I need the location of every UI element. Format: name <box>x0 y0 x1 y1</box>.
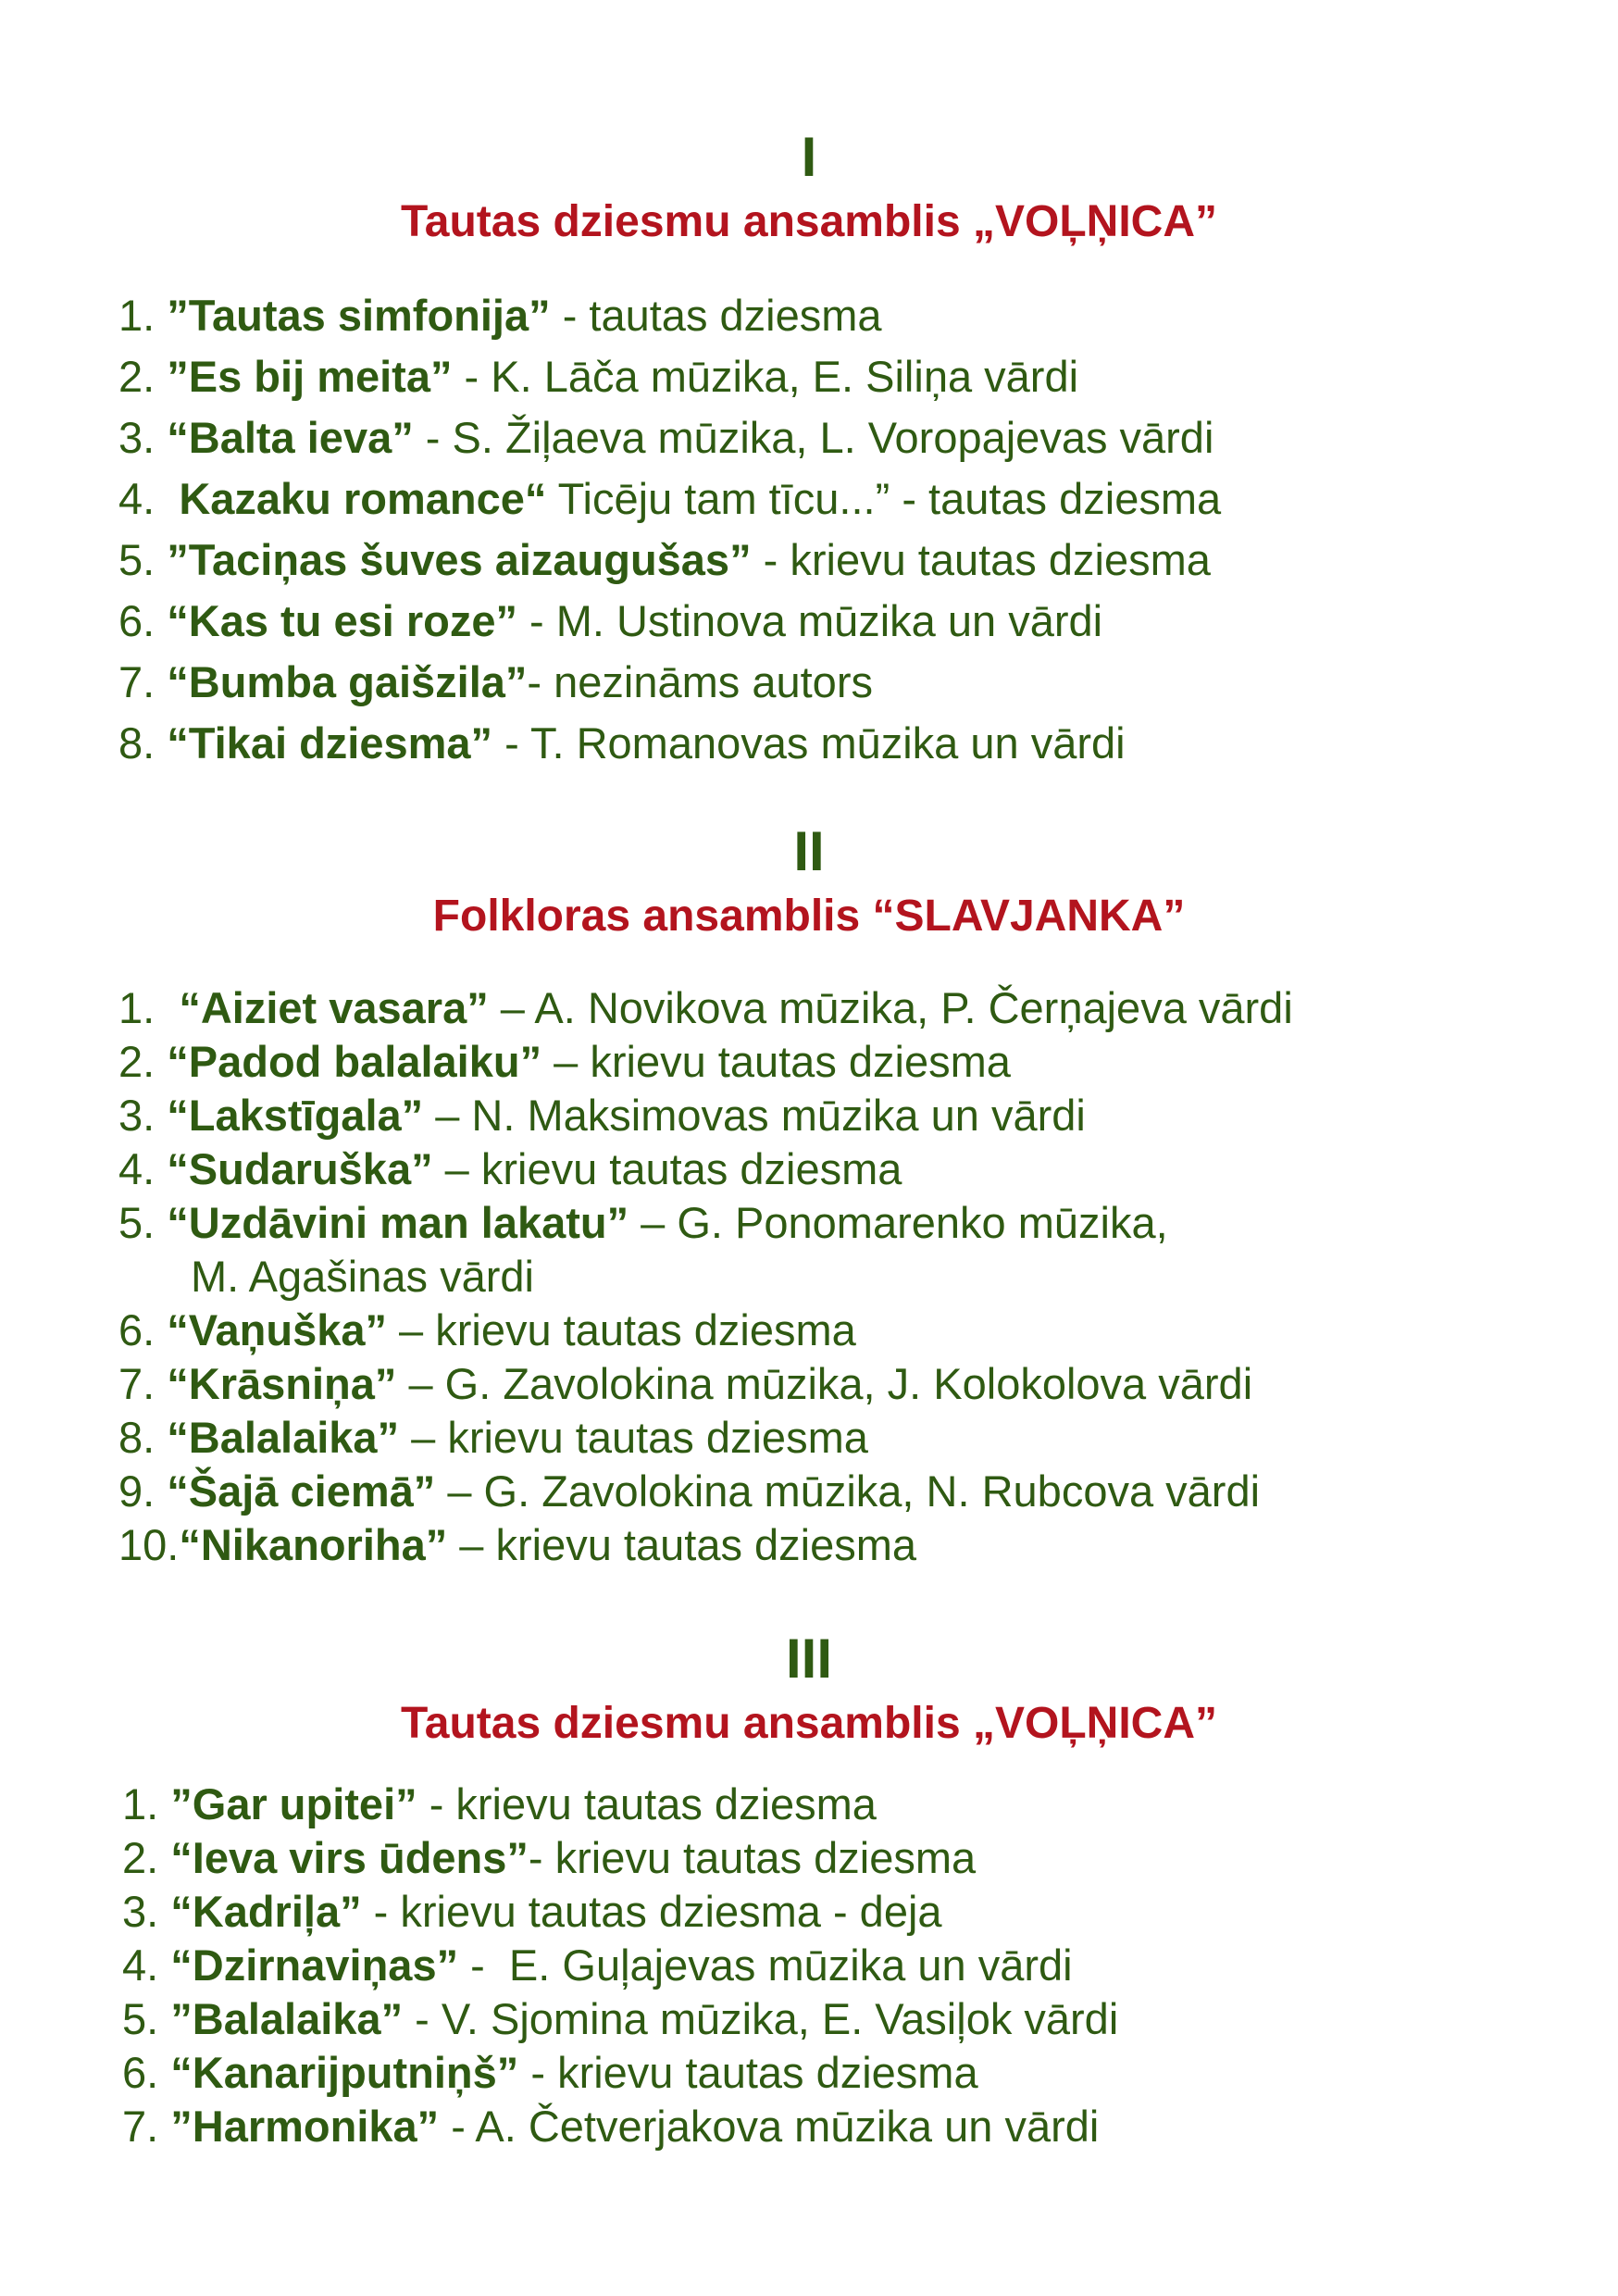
song-credits: - T. Romanovas mūzika un vārdi <box>492 718 1126 767</box>
item-number: 8. <box>118 1413 156 1462</box>
song-credits: - krievu tautas dziesma <box>751 535 1211 584</box>
program-item <box>118 468 1221 530</box>
song-credits: – G. Ponomarenko mūzika, <box>629 1198 1168 1247</box>
program-item <box>118 1089 1293 1142</box>
program-item <box>118 981 1293 1035</box>
item-number: 2. <box>118 352 156 401</box>
program-item <box>118 652 1221 713</box>
song-credits: – krievu tautas dziesma <box>541 1037 1011 1086</box>
song-credits: Ticēju tam tīcu...” - tautas dziesma <box>546 474 1222 523</box>
song-credits: - A. Četverjakova mūzika un vārdi <box>439 2102 1100 2151</box>
program-item <box>118 713 1221 774</box>
program-item <box>118 1304 1293 1357</box>
song-title: “Kas tu esi roze” <box>155 596 517 645</box>
item-number: 1. <box>118 291 156 340</box>
item-number: 3. <box>122 1887 159 1936</box>
song-title: ”Harmonika” <box>158 2102 440 2151</box>
song-credits: – krievu tautas dziesma <box>432 1144 902 1193</box>
song-title: “Balta ieva” <box>155 413 414 462</box>
section-numeral: II <box>793 820 825 882</box>
song-credits: - V. Sjomina mūzika, E. Vasiļok vārdi <box>403 1994 1119 2043</box>
program-item <box>118 1357 1293 1411</box>
item-number: 6. <box>122 2048 159 2097</box>
song-credits: – G. Zavolokina mūzika, N. Rubcova vārdi <box>435 1466 1261 1516</box>
item-number: 2. <box>122 1833 159 1882</box>
item-number: 5. <box>118 1198 156 1247</box>
program-item <box>122 1831 1118 1885</box>
program-item <box>122 1939 1118 1992</box>
item-number: 8. <box>118 718 156 767</box>
song-title: “Sudaruška” <box>155 1144 433 1193</box>
song-credits: – G. Zavolokina mūzika, J. Kolokolova vārdi <box>396 1359 1253 1408</box>
song-title: “Nikanoriha” <box>179 1520 448 1569</box>
song-title: “Bumba gaišzila” <box>155 657 528 706</box>
song-title: “Dzirnaviņas” <box>158 1940 459 1990</box>
song-title: “Padod balalaiku” <box>155 1037 542 1086</box>
program-item <box>122 2100 1118 2153</box>
program-item <box>122 1885 1118 1939</box>
song-credits: - krievu tautas dziesma <box>518 2048 978 2097</box>
song-credits: - K. Lāča mūzika, E. Siliņa vārdi <box>452 352 1079 401</box>
item-number: 7. <box>118 1359 156 1408</box>
item-number: 3. <box>118 413 156 462</box>
song-title: “Uzdāvini man lakatu” <box>155 1198 629 1247</box>
item-number: 4. <box>118 474 156 523</box>
item-number: 7. <box>122 2102 159 2151</box>
song-title: “Kanarijputniņš” <box>158 2048 519 2097</box>
song-title: ”Taciņas šuves aizaugušas” <box>155 535 752 584</box>
item-number: 1. <box>122 1779 159 1828</box>
song-title: “Šajā ciemā” <box>155 1466 436 1516</box>
item-number: 6. <box>118 596 156 645</box>
item-number: 5. <box>122 1994 159 2043</box>
section-numeral: I <box>801 126 817 188</box>
section-1-header <box>0 128 1618 250</box>
program-item <box>118 1411 1293 1465</box>
song-credits: - E. Guļajevas mūzika un vārdi <box>458 1940 1073 1990</box>
song-title: “Krāsniņa” <box>155 1359 397 1408</box>
song-title: “Aiziet vasara” <box>155 983 489 1032</box>
song-credits: - krievu tautas dziesma <box>528 1833 977 1882</box>
song-credits: – krievu tautas dziesma <box>447 1520 917 1569</box>
song-credits: - nezināms autors <box>527 657 873 706</box>
item-number: 4. <box>118 1144 156 1193</box>
program-item <box>118 346 1221 407</box>
song-credits: - M. Ustinova mūzika un vārdi <box>517 596 1103 645</box>
item-number: 9. <box>118 1466 156 1516</box>
program-item <box>118 1142 1293 1196</box>
section-2-program-list <box>118 981 1293 1572</box>
program-item <box>122 1778 1118 1831</box>
song-credits: – N. Maksimovas mūzika un vārdi <box>423 1091 1086 1140</box>
program-item <box>122 2046 1118 2100</box>
song-credits-continued: M. Agašinas vārdi <box>191 1252 534 1301</box>
song-title: “Kadriļa” <box>158 1887 362 1936</box>
item-number: 2. <box>118 1037 156 1086</box>
program-item <box>118 1035 1293 1089</box>
song-title: “Ieva virs ūdens” <box>158 1833 529 1882</box>
section-1-program-list <box>118 285 1221 774</box>
program-item <box>118 407 1221 468</box>
item-number: 4. <box>122 1940 159 1990</box>
ensemble-title: Tautas dziesmu ansamblis „VOĻŅICA” <box>401 1699 1217 1748</box>
item-number: 3. <box>118 1091 156 1140</box>
song-credits: - S. Žiļaeva mūzika, L. Voropajevas vārdi <box>413 413 1214 462</box>
program-item <box>122 1992 1118 2046</box>
song-credits: - krievu tautas dziesma <box>417 1779 877 1828</box>
song-title: ”Tautas simfonija” <box>155 291 551 340</box>
song-title: “Balalaika” <box>155 1413 400 1462</box>
song-title: ”Es bij meita” <box>155 352 453 401</box>
program-item <box>118 530 1221 591</box>
section-3-program-list <box>122 1778 1118 2153</box>
song-credits: - tautas dziesma <box>550 291 882 340</box>
program-item <box>118 1196 1293 1304</box>
song-title: “Lakstīgala” <box>155 1091 424 1140</box>
item-number: 1. <box>118 983 156 1032</box>
song-title: “Vaņuška” <box>155 1305 387 1354</box>
song-credits: – A. Novikova mūzika, P. Čerņajeva vārdi <box>488 983 1293 1032</box>
song-title: Kazaku romance“ <box>155 474 547 523</box>
ensemble-title: Tautas dziesmu ansamblis „VOĻŅICA” <box>401 197 1217 246</box>
song-title: ”Gar upitei” <box>158 1779 417 1828</box>
song-title: “Tikai dziesma” <box>155 718 493 767</box>
program-item <box>118 591 1221 652</box>
section-numeral: III <box>785 1628 832 1690</box>
program-item <box>118 285 1221 346</box>
item-number: 6. <box>118 1305 156 1354</box>
section-3-header <box>0 1629 1618 1752</box>
item-number: 10. <box>118 1520 180 1569</box>
song-title: ”Balalaika” <box>158 1994 404 2043</box>
song-credits: – krievu tautas dziesma <box>399 1413 868 1462</box>
song-credits: - krievu tautas dziesma - deja <box>361 1887 942 1936</box>
song-credits: – krievu tautas dziesma <box>387 1305 856 1354</box>
item-number: 5. <box>118 535 156 584</box>
program-item <box>118 1518 1293 1572</box>
item-number: 7. <box>118 657 156 706</box>
section-2-header <box>0 822 1618 944</box>
ensemble-title: Folkloras ansamblis “SLAVJANKA” <box>432 892 1186 941</box>
program-item <box>118 1465 1293 1518</box>
